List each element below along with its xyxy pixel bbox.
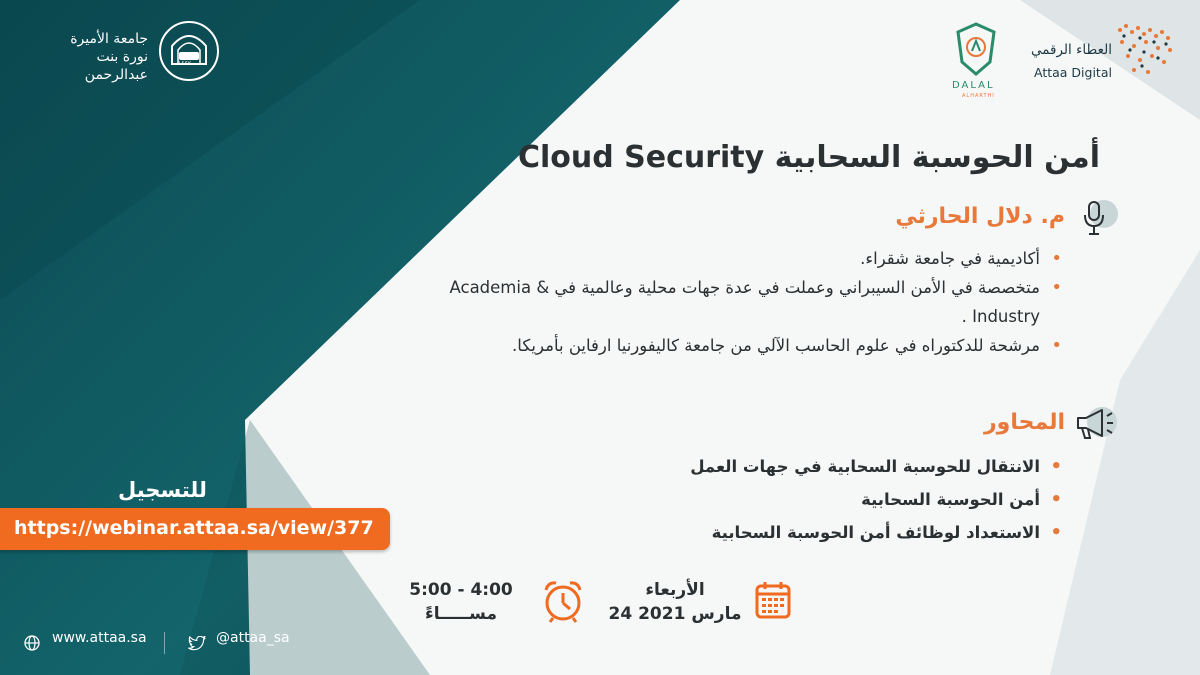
registration-label: للتسجيل <box>118 478 207 502</box>
topics-list <box>690 450 1040 549</box>
twitter-icon <box>188 636 206 651</box>
event-time-range: 5:00 - 4:00 <box>409 580 513 600</box>
dalal-logo-text: DALAL <box>952 80 995 91</box>
dalal-logo <box>954 22 998 78</box>
university-name-line2: نورة بنت عبدالرحمن <box>84 49 148 83</box>
registration-link-button[interactable] <box>0 508 390 550</box>
footer-twitter-handle[interactable]: @attaa_sa <box>216 630 290 646</box>
university-seal-year: ١٤٤٧ <box>178 60 191 67</box>
speaker-bio-item: • أكاديمية في جامعة شقراء. <box>400 244 1040 273</box>
attaa-name-arabic: العطاء الرقمي <box>1030 42 1112 58</box>
event-date <box>605 578 745 626</box>
speaker-bio-list <box>400 244 1040 360</box>
registration-url[interactable]: https://webinar.attaa.sa/view/377 <box>14 517 374 539</box>
event-day: الأربعاء <box>645 580 705 600</box>
dalal-logo-subtext: ALHARTHI <box>962 93 995 99</box>
topic-item: • الانتقال للحوسبة السحابية في جهات العمل <box>690 450 1040 483</box>
university-seal-logo <box>158 20 220 82</box>
speaker-name: م. دلال الحارثي <box>895 204 1065 229</box>
speaker-bio-item: • مرشحة للدكتوراه في علوم الحاسب الآلي من جامعة كاليفورنيا ارفاين بأمريكا. <box>400 331 1040 360</box>
topic-item: • الاستعداد لوظائف أمن الحوسبة السحابية <box>690 516 1040 549</box>
globe-icon <box>24 635 40 651</box>
event-period: مســـــاءً <box>425 604 497 624</box>
attaa-name-english: Attaa Digital <box>1034 65 1112 80</box>
footer-divider <box>164 632 165 654</box>
university-name <box>38 30 148 84</box>
alarm-clock-icon <box>540 578 586 624</box>
topics-title: المحاور <box>983 410 1065 435</box>
event-title: أمن الحوسبة السحابية Cloud Security <box>517 140 1100 175</box>
event-time <box>405 578 517 626</box>
attaa-digital-logo <box>1112 20 1178 80</box>
calendar-icon <box>754 580 792 620</box>
megaphone-icon <box>1072 404 1118 444</box>
footer-website[interactable]: www.attaa.sa <box>52 630 147 646</box>
topic-item: • أمن الحوسبة السحابية <box>690 483 1040 516</box>
university-name-line1: جامعة الأميرة <box>70 31 148 47</box>
speaker-bio-item: • متخصصة في الأمن السيبراني وعملت في عدة جهات محلية وعالمية في Academia & Industry . <box>400 273 1040 331</box>
event-date-text: 24 مارس 2021 <box>608 604 742 624</box>
microphone-icon <box>1080 198 1118 238</box>
